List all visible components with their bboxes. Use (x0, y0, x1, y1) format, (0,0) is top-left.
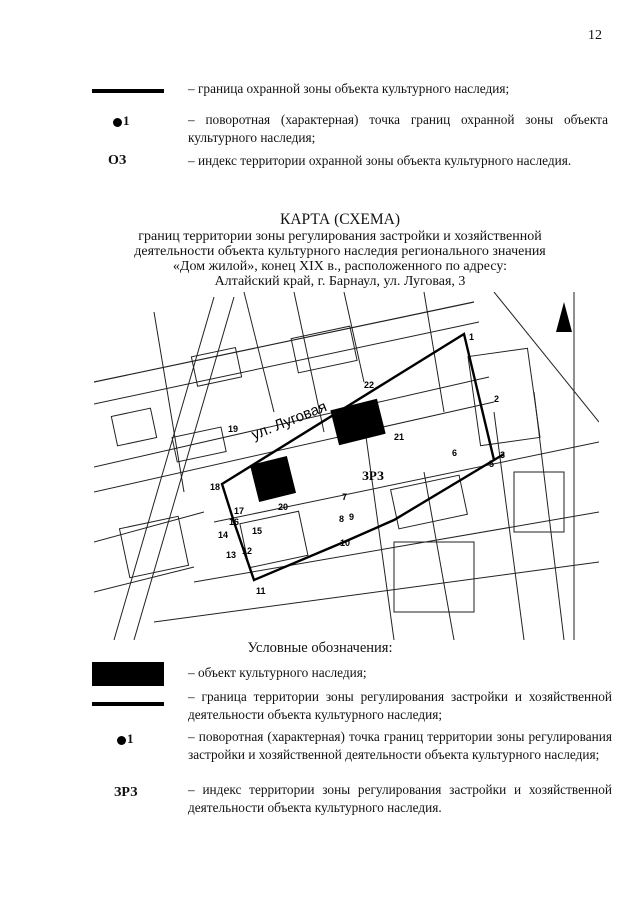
point-label: 6 (452, 448, 458, 458)
point-label: 1 (469, 332, 475, 342)
point-label: 12 (242, 546, 253, 556)
boundary-line-symbol (92, 89, 164, 93)
legend-text-oz: – индекс территории охранной зоны объекта культурного наследия. (188, 153, 572, 168)
legend-text-heritage: – объект культурного наследия; (188, 665, 367, 680)
point-label: 18 (210, 482, 221, 492)
point-label: 17 (234, 506, 245, 516)
legend-text-boundary: – граница охранной зоны объекта культурного наследия; (188, 81, 510, 96)
street-label: ул. Луговая (249, 398, 330, 444)
north-arrow-icon (556, 302, 572, 332)
map-subtitle-line-2: деятельности объекта культурного наследия регионального значения (134, 244, 546, 259)
point-label: 20 (278, 502, 289, 512)
map-subtitle-line-4: Алтайский край, г. Барнаул, ул. Луговая, 3 (214, 274, 466, 289)
cadastral-map (94, 292, 599, 640)
point-label: 22 (364, 380, 375, 390)
point-symbol-label: 1 (123, 113, 130, 128)
point-symbol (113, 113, 130, 129)
legend-text-zrz-point: – поворотная (характерная) точка границ территории зоны регулирования застройки и хозяйственной деятельности объекта культурного наследия; (188, 729, 612, 762)
map-title-block (80, 211, 600, 289)
point-dot-icon (113, 118, 122, 127)
zrz-boundary-symbol (92, 702, 164, 706)
zrz-point-symbol-label: 1 (127, 731, 134, 746)
point-label: 2 (494, 394, 500, 404)
point-label: 5 (489, 459, 495, 469)
point-dot-icon (117, 736, 126, 745)
point-label: 14 (218, 530, 229, 540)
zrz-point-symbol (117, 731, 134, 747)
map-title: КАРТА (СХЕМА) (279, 211, 400, 228)
zrz-boundary (222, 334, 504, 580)
zrz-index-symbol: ЗРЗ (114, 785, 138, 800)
point-label: 11 (256, 586, 266, 596)
oz-index-symbol: ОЗ (108, 153, 127, 168)
point-label: 7 (342, 492, 348, 502)
map-subtitle-line-3: «Дом жилой», конец XIX в., расположенного по адресу: (172, 259, 508, 274)
point-label: 21 (394, 432, 405, 442)
point-label: 19 (228, 424, 239, 434)
point-label: 8 (339, 514, 345, 524)
legend-header: Условные обозначения: (247, 640, 393, 656)
heritage-object-symbol (92, 662, 164, 686)
heritage-object-2 (330, 399, 385, 446)
map-drawing (94, 292, 599, 640)
legend-text-point: – поворотная (характерная) точка границ охранной зоны объекта культурного наследия; (188, 112, 608, 145)
point-label: 10 (340, 538, 351, 548)
point-label: 13 (226, 550, 237, 560)
legend-text-zrz-boundary: – граница территории зоны регулирования застройки и хозяйственной деятельности объекта культурного наследия; (188, 689, 612, 722)
point-label: 9 (349, 512, 355, 522)
page-number: 12 (588, 28, 602, 43)
legend-text-zrz-index: – индекс территории зоны регулирования застройки и хозяйственной деятельности объекта культурного наследия. (188, 782, 612, 815)
map-subtitle-line-1: границ территории зоны регулирования застройки и хозяйственной (138, 229, 542, 244)
point-label: 15 (252, 526, 263, 536)
zone-label: ЗРЗ (362, 468, 384, 483)
point-label: 3 (500, 450, 506, 460)
point-label: 16 (229, 517, 240, 527)
